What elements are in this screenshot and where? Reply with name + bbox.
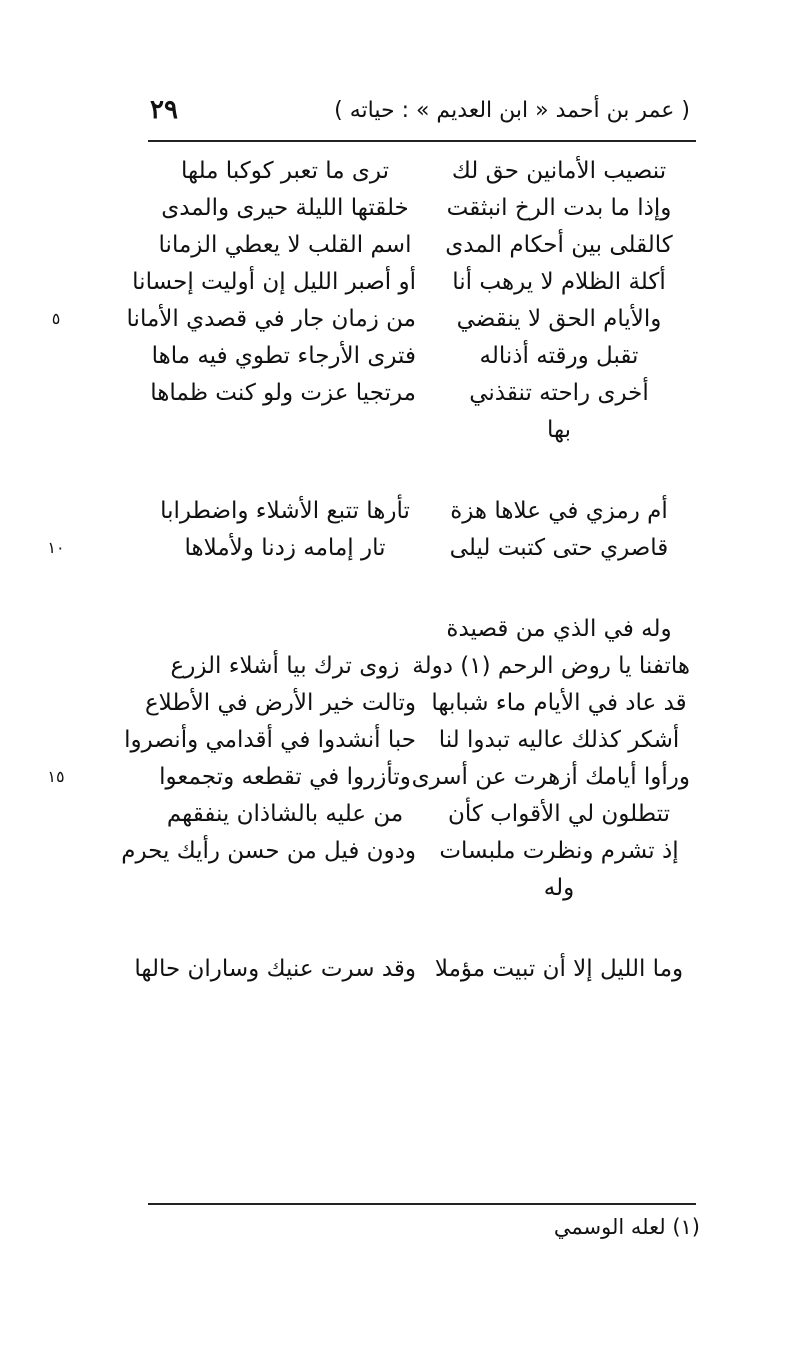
hemistich-right: إذ تشرم ونظرت ملبسات: [439, 837, 679, 864]
hemistich-left: زوى ترك بيا أشلاء الزرع: [170, 652, 400, 679]
hemistich-left: اسم القلب لا يعطي الزمانا: [158, 231, 412, 258]
hemistich-left: حبا أنشدوا في أقدامي وأنصروا: [124, 726, 416, 753]
hemistich-right: تتطلون لي الأقواب كأن: [448, 800, 670, 827]
hemistich-right: هاتفنا يا روض الرحم (١) دولة: [412, 652, 690, 679]
hemistich-left: من زمان جار في قصدي الأمانا: [126, 305, 416, 332]
hemistich-right: وإذا ما بدت الرخ انبثقت: [446, 194, 672, 221]
verse: [121, 832, 696, 869]
hemistich-right: قد عاد في الأيام ماء شبابها: [431, 689, 687, 716]
hemistich-left: ودون فيل من حسن رأيك يحرم: [121, 837, 416, 864]
header-rule: [148, 140, 696, 142]
verse: [148, 152, 696, 189]
hemistich-right: بها: [546, 416, 571, 443]
verse: [144, 684, 696, 721]
hemistich-left: أو أصبر الليل إن أوليت إحسانا: [132, 268, 416, 295]
hemistich-right: والأيام الحق لا ينقضي: [456, 305, 662, 332]
hemistich-left: خلقتها الليلة حيرى والمدى: [161, 194, 409, 221]
verse: [148, 374, 696, 411]
hemistich-right: تقبل ورقته أذناله: [479, 342, 639, 369]
hemistich-left: فترى الأرجاء تطوي فيه ماها: [151, 342, 416, 369]
hemistich-right: أشكر كذلك عاليه تبدوا لنا: [438, 726, 680, 753]
page-header: [150, 92, 690, 128]
verse: [148, 189, 696, 226]
verse: [148, 337, 696, 374]
page-number: ٢٩: [150, 95, 178, 125]
hemistich-right: أخرى راحته تنقذني: [469, 379, 649, 406]
hemistich-right: وله في الذي من قصيدة: [446, 615, 672, 642]
verse: [148, 647, 696, 684]
verse: [47, 529, 696, 566]
hemistich-left: وتأزروا في تقطعه وتجمعوا: [159, 763, 411, 790]
hemistich-left: مرتجيا عزت ولو كنت ظماها: [150, 379, 416, 406]
line-number: ٥: [51, 309, 61, 328]
hemistich-right: ورأوا أيامك أزهرت عن أسرى: [411, 763, 690, 790]
footnote: (١) لعله الوسمي: [553, 1215, 700, 1239]
hemistich-left: وتالت خير الأرض في الأطلاع: [144, 689, 416, 716]
hemistich-right: وما الليل إلا أن تبيت مؤملا: [434, 955, 684, 982]
verse: [124, 721, 696, 758]
hemistich-left: من عليه بالشاذان ينفقهم: [166, 800, 404, 827]
verse: [134, 950, 696, 987]
hemistich-right: كالقلى بين أحكام المدى: [445, 231, 673, 258]
running-title: ( عمر بن أحمد « ابن العديم » : حياته ): [334, 97, 690, 123]
verse: [148, 226, 696, 263]
poem-body: [47, 152, 696, 987]
hemistich-left: تار إمامه زدنا ولأملاها: [184, 534, 386, 561]
line-number: ١٥: [47, 767, 65, 786]
line-number: ١٠: [47, 538, 65, 557]
verse: [132, 263, 696, 300]
verse: [148, 492, 696, 529]
hemistich-right: أم رمزي في علاها هزة: [450, 497, 668, 524]
hemistich-right: وله: [543, 874, 575, 901]
verse: [51, 300, 696, 337]
hemistich-left: وقد سرت عنيك وساران حالها: [134, 955, 416, 982]
hemistich-right: قاصري حتى كتبت ليلى: [449, 534, 669, 561]
verse: [148, 411, 696, 448]
hemistich-right: أكلة الظلام لا يرهب أنا: [452, 268, 666, 295]
verse: [148, 869, 696, 906]
hemistich-left: ترى ما تعبر كوكبا ملها: [180, 157, 390, 184]
hemistich-right: تنصيب الأمانين حق لك: [451, 157, 667, 184]
verse: [47, 758, 696, 795]
hemistich-left: تأرها تتبع الأشلاء واضطرابا: [160, 497, 410, 524]
verse: [148, 795, 696, 832]
footnote-rule: [148, 1203, 696, 1205]
verse: [148, 610, 696, 647]
